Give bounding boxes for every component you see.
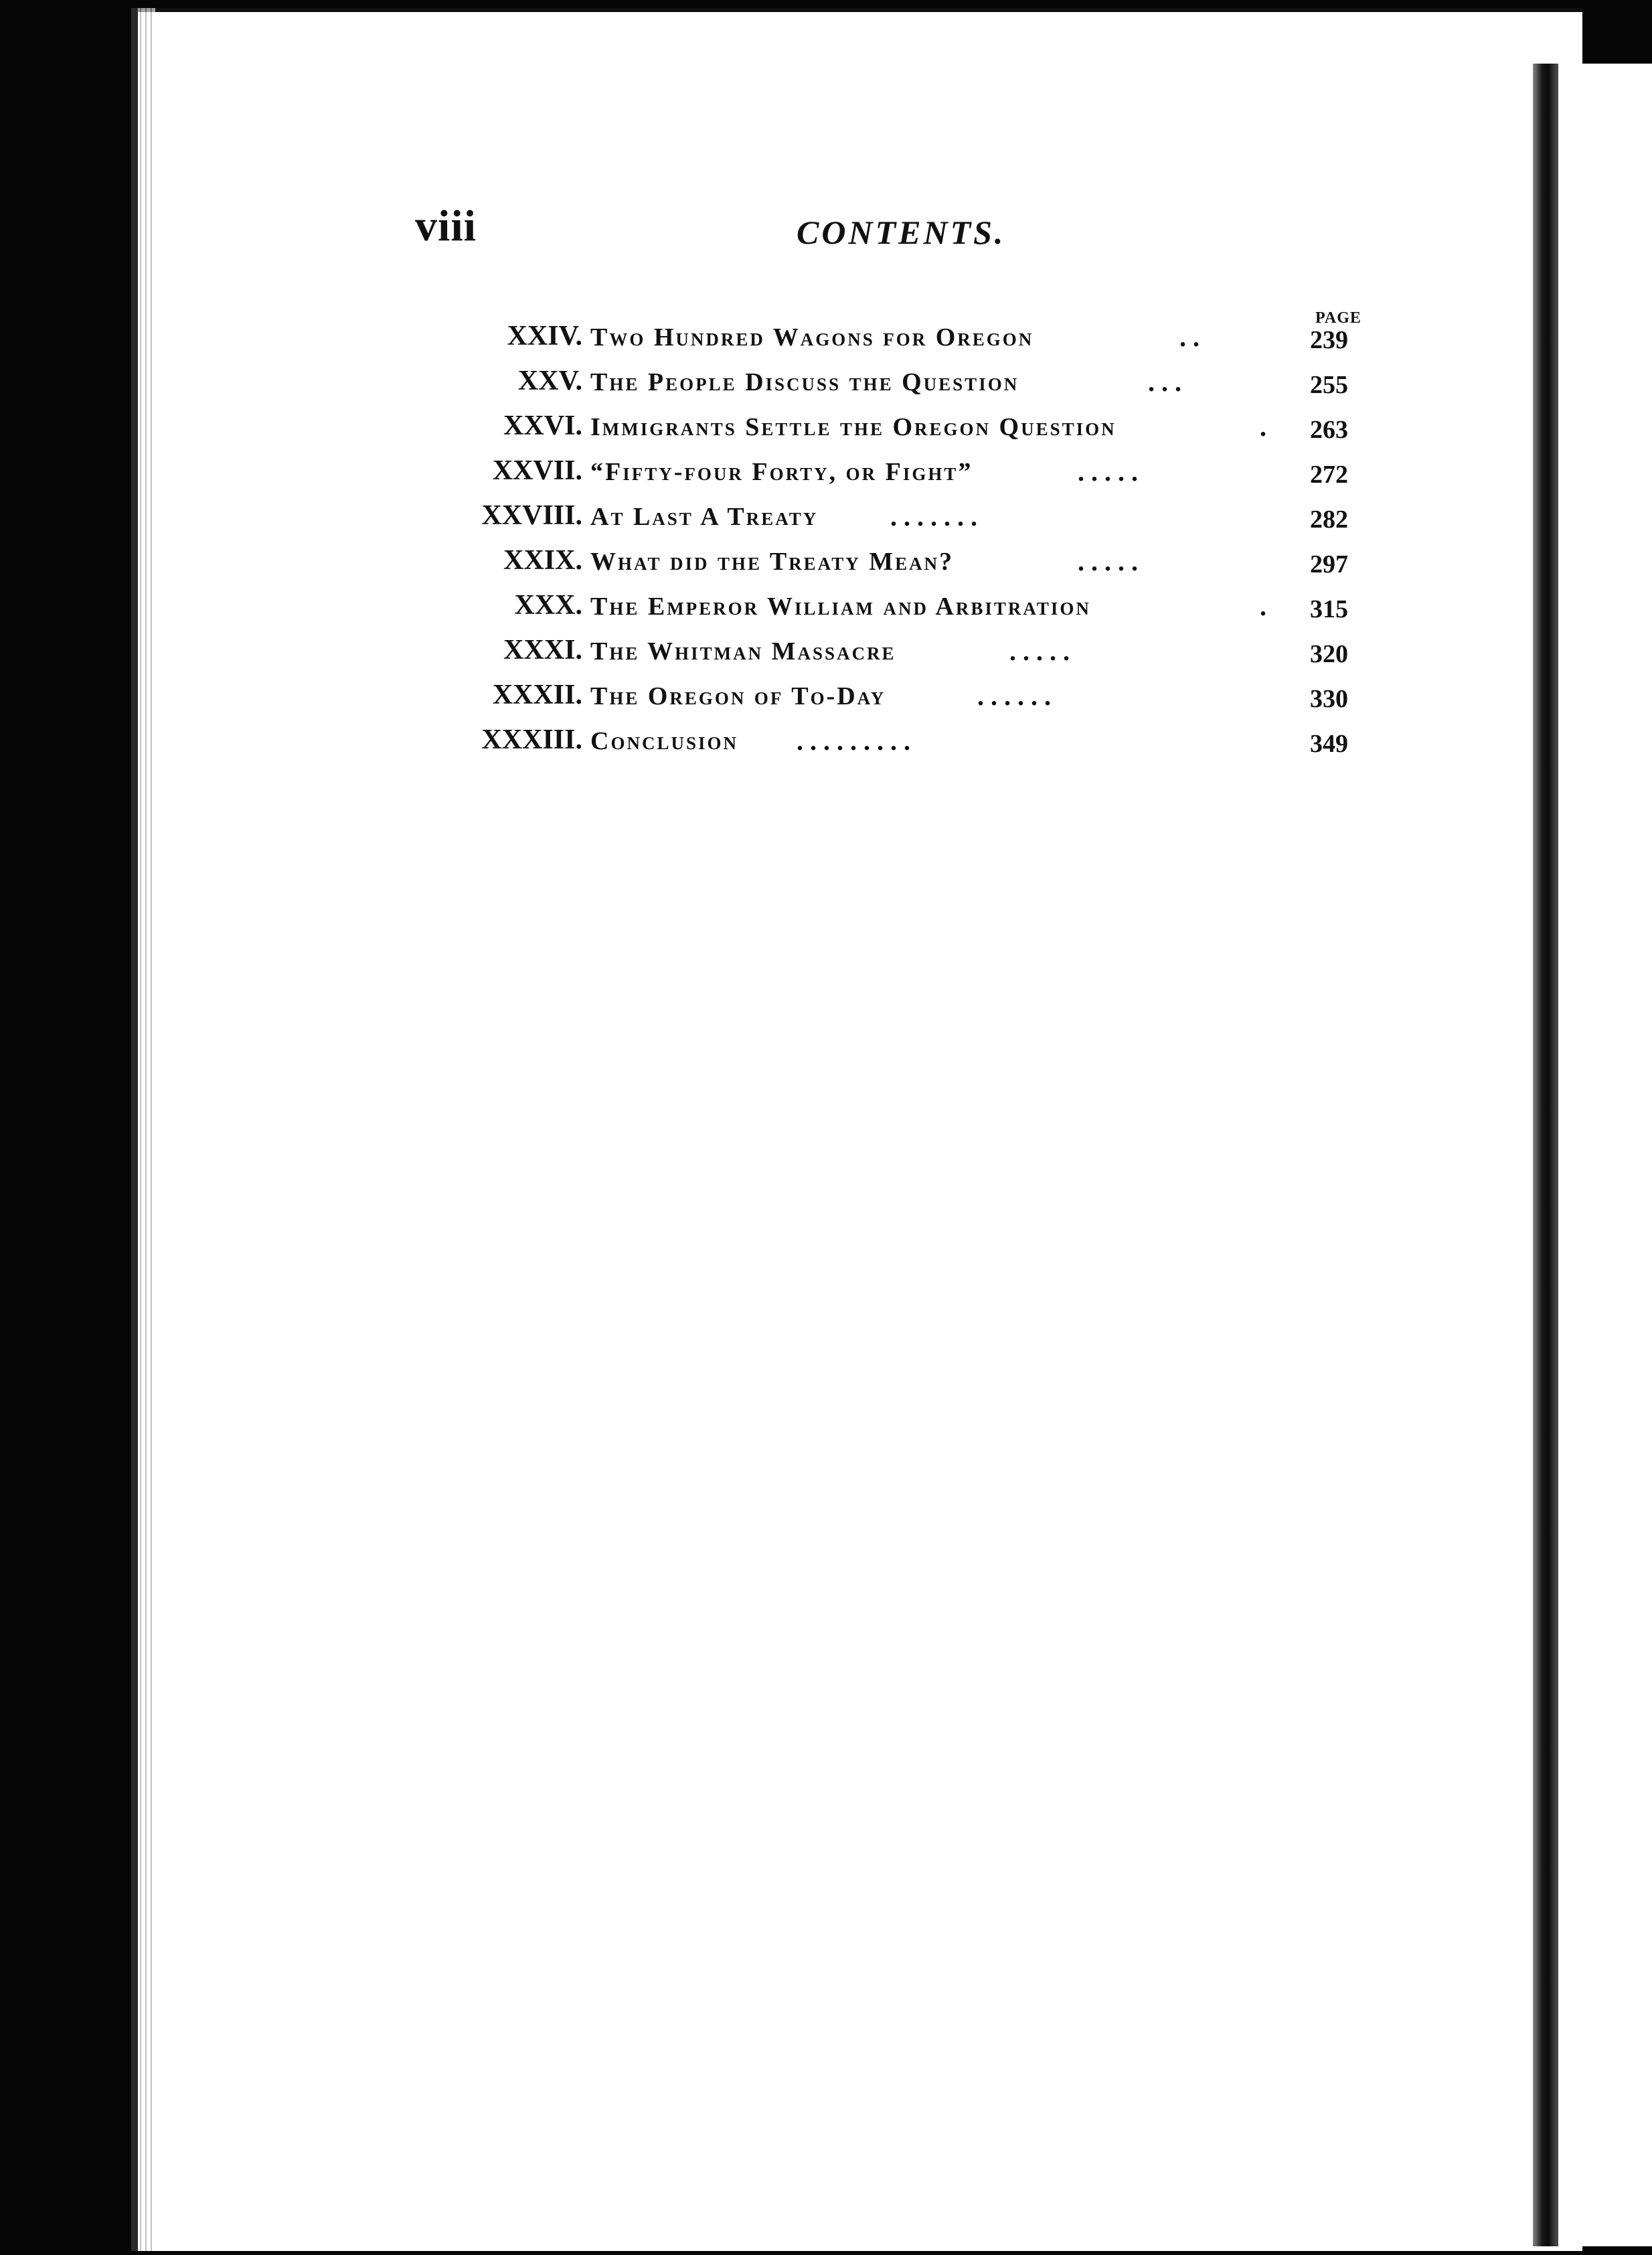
leader-dots: . (1260, 591, 1266, 621)
chapter-page: 297 (1310, 550, 1348, 578)
chapter-title: At Last A Treaty (590, 503, 819, 531)
leader-dots: . . . . . (1009, 636, 1070, 666)
contents-entry (402, 499, 1372, 544)
chapter-number: XXVI. (503, 410, 582, 441)
chapter-title: Conclusion (590, 727, 738, 755)
chapter-page: 255 (1310, 371, 1348, 399)
leader-dots: . . . . . (1078, 546, 1138, 576)
contents-entry (402, 320, 1372, 365)
contents-list (402, 320, 1372, 769)
contents-entry (402, 679, 1372, 724)
chapter-number: XXVIII. (481, 500, 582, 531)
chapter-title: The Emperor William and Arbitration (590, 593, 1091, 621)
leader-dots: . . . . . . . . . (797, 726, 910, 756)
chapter-page: 349 (1310, 730, 1348, 758)
chapter-number: XXXI. (503, 635, 582, 666)
contents-entry (402, 544, 1372, 589)
contents-entry (402, 589, 1372, 634)
binding-gutter (1533, 64, 1558, 2246)
running-head: CONTENTS. (797, 214, 1006, 251)
chapter-number: XXX. (514, 590, 582, 621)
page-top-shadow (138, 8, 1582, 12)
chapter-title: Two Hundred Wagons for Oregon (590, 323, 1034, 352)
chapter-number: XXIX. (503, 545, 582, 576)
chapter-number: XXVII. (492, 455, 582, 486)
leader-dots: . . . . . . (977, 681, 1051, 711)
chapter-title: The Whitman Massacre (590, 637, 896, 666)
contents-entry (402, 410, 1372, 455)
page-column-label: PAGE (1315, 309, 1361, 327)
leader-dots: . . . (1148, 367, 1181, 397)
chapter-page: 272 (1310, 461, 1348, 489)
facing-page-edge (1557, 64, 1652, 2246)
page-number-folio: viii (415, 202, 477, 250)
chapter-page: 330 (1310, 685, 1348, 713)
chapter-number: XXIV. (507, 321, 582, 352)
chapter-page: 263 (1310, 416, 1348, 444)
chapter-page: 282 (1310, 506, 1348, 534)
chapter-title: Immigrants Settle the Oregon Question (590, 413, 1117, 441)
chapter-number: XXV. (517, 366, 582, 396)
contents-entry (402, 724, 1372, 769)
chapter-number: XXXIII. (481, 724, 582, 755)
chapter-title: What did the Treaty Mean? (590, 548, 955, 576)
leader-dots: . . (1179, 322, 1200, 352)
page-edge (138, 8, 155, 2251)
leader-dots: . . . . . (1078, 457, 1138, 487)
chapter-title: The Oregon of To-Day (590, 682, 886, 710)
contents-entry (402, 455, 1372, 499)
contents-entry (402, 365, 1372, 410)
chapter-title: “Fifty-four Forty, or Fight” (590, 458, 973, 486)
chapter-page: 239 (1310, 326, 1348, 354)
contents-entry (402, 634, 1372, 679)
chapter-page: 320 (1310, 640, 1348, 668)
leader-dots: . (1260, 412, 1266, 442)
leader-dots: . . . . . . . (890, 501, 977, 532)
chapter-number: XXXII. (492, 680, 582, 710)
chapter-title: The People Discuss the Question (590, 368, 1019, 396)
chapter-page: 315 (1310, 595, 1348, 623)
